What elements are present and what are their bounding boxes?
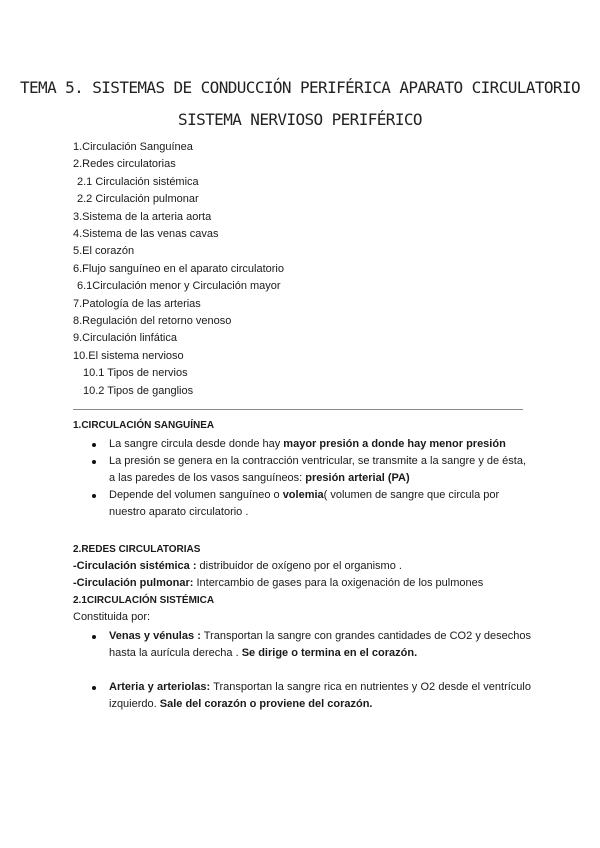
toc-item: 6.Flujo sanguíneo en el aparato circulatorio [73, 262, 284, 275]
toc-item: 2.1 Circulación sistémica [77, 175, 199, 188]
section-heading: 1.CIRCULACIÓN SANGUÍNEA [73, 420, 215, 431]
toc-item: 10.El sistema nervioso [73, 349, 184, 362]
toc-item: 9.Circulación linfática [73, 332, 177, 345]
toc-item: 7.Patología de las arterias [73, 297, 201, 310]
list-item: Depende del volumen sanguíneo o volemia( volumen de sangre que circula por nuestro aparato circulatorio . [73, 487, 531, 521]
list-item: Venas y vénulas : Transportan la sangre con grandes cantidades de CO2 y desechos hasta la aurícula derecha . Se dirige o termina en el corazón. [73, 628, 531, 662]
divider [73, 409, 523, 410]
text-line: -Circulación sistémica : distribuidor de oxígeno por el organismo . [73, 560, 402, 572]
toc-item: 2.2 Circulación pulmonar [77, 193, 199, 206]
toc-item: 8.Regulación del retorno venoso [73, 315, 232, 328]
text-line: -Circulación pulmonar: Intercambio de gases para la oxigenación de los pulmones [73, 577, 484, 589]
toc-item: 5.El corazón [73, 245, 135, 258]
section-heading: 2.1CIRCULACIÓN SISTÉMICA [73, 595, 215, 606]
section-redes-circulatorias [73, 541, 531, 713]
page-subtitle: SISTEMA NERVIOSO PERIFÉRICO [178, 110, 422, 129]
section-heading: 2.REDES CIRCULATORIAS [73, 544, 201, 555]
toc-item: 3.Sistema de la arteria aorta [73, 210, 212, 223]
page-title: TEMA 5. SISTEMAS DE CONDUCCIÓN PERIFÉRICA APARATO CIRCULATORIO [19, 78, 581, 97]
toc-item: 1.Circulación Sanguínea [73, 141, 193, 153]
list-item: La presión se genera en la contracción ventricular, se transmite a la sangre y de ésta, a las paredes de los vasos sanguíneos: presión arterial (PA) [73, 453, 531, 487]
table-of-contents [73, 139, 284, 400]
toc-item: 10.1 Tipos de nervios [83, 367, 188, 380]
intro-text: Constituida por: [73, 611, 151, 623]
toc-item: 4.Sistema de las venas cavas [73, 228, 219, 241]
toc-item: 2.Redes circulatorias [73, 158, 176, 171]
toc-item: 10.2 Tipos de ganglios [83, 384, 194, 397]
toc-item: 6.1Circulación menor y Circulación mayor [77, 280, 281, 293]
list-item: La sangre circula desde donde hay mayor presión a donde hay menor presión [73, 436, 531, 453]
list-item: Arteria y arteriolas: Transportan la sangre rica en nutrientes y O2 desde el ventrículo izquierdo. Sale del corazón o proviene del corazón. [73, 679, 531, 713]
section-circulacion-sanguinea [73, 417, 531, 521]
